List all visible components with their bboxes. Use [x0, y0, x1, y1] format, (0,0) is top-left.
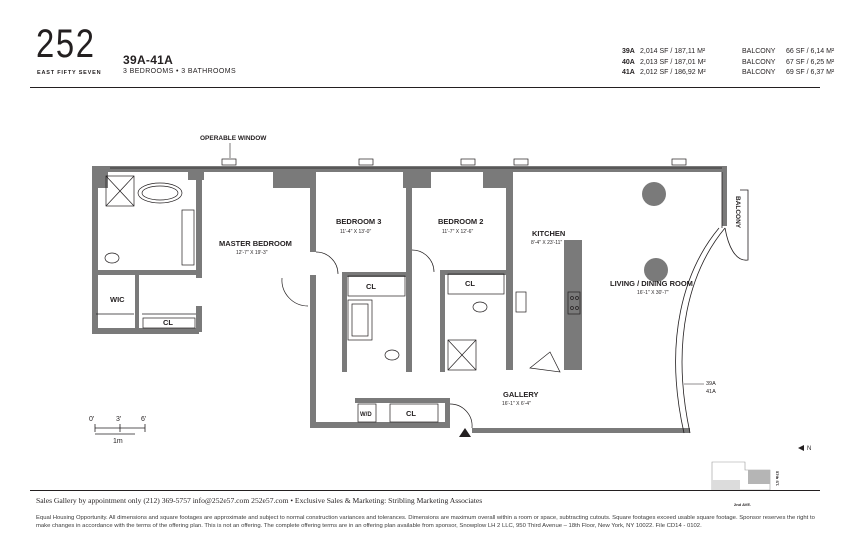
- area-interior: 2,012 SF / 186,92 M²: [640, 69, 706, 76]
- unit-39a-marker: 39A: [706, 381, 716, 387]
- legal-disclaimer: Equal Housing Opportunity. All dimensions and square footages are approximate and subject to normal construction variances and tolerances. Dimensions are maximum overall within a room or space, subtracting cutouts. Square footages exceed usable square footage. Sponsor reserves the right to make changes in accordance with the terms of the offering plan. This is not an offering. The complete offering terms are in an offering plan available from sponsor, Snowplow LH 2 LLC, 950 Third Avenue – 18th Floor, New York, NY 10022. File CD14 - 0102.: [36, 515, 815, 530]
- scale-bar: [89, 416, 146, 445]
- area-unit: 41A: [622, 69, 635, 76]
- entrance-icon: [459, 428, 471, 437]
- master-bedroom-label: MASTER BEDROOM: [219, 239, 292, 248]
- bedroom-3-dims: 11'-4" X 13'-0": [340, 229, 372, 235]
- operable-window-label: OPERABLE WINDOW: [200, 135, 267, 142]
- street-label: 57th ST.: [775, 471, 780, 487]
- gallery-label: GALLERY: [503, 390, 539, 399]
- unit-title: 39A-41A: [123, 53, 174, 67]
- area-balcony: 67 SF / 6,25 M²: [786, 58, 835, 66]
- footer-divider: [30, 490, 820, 491]
- area-balcony-label: BALCONY: [742, 69, 776, 76]
- scale-metric: 1m: [113, 438, 123, 445]
- master-closet-label: CL: [163, 318, 173, 327]
- washer-dryer-label: W/D: [360, 412, 372, 418]
- columns: [642, 182, 668, 282]
- scale-tick-0: 0': [89, 416, 95, 423]
- bedroom-3-label: BEDROOM 3: [336, 217, 382, 226]
- area-interior: 2,014 SF / 187,11 M²: [640, 48, 706, 55]
- unit-subtitle: 3 BEDROOMS • 3 BATHROOMS: [123, 68, 237, 75]
- contact-line: Sales Gallery by appointment only (212) 369-5757 info@252e57.com 252e57.com • Exclusive Sales & Marketing: Stribling Marketing Associates: [36, 496, 483, 505]
- area-unit: 40A: [622, 58, 635, 66]
- area-balcony-label: BALCONY: [742, 48, 776, 55]
- brand-logo-subtitle: EAST FIFTY SEVEN: [37, 70, 102, 76]
- avenue-label: 2nd AVE.: [734, 502, 752, 507]
- scale-tick-6: 6': [141, 416, 147, 423]
- gallery-dims: 16'-1" X 6'-4": [502, 401, 531, 407]
- bedroom-2-label: BEDROOM 2: [438, 217, 484, 226]
- master-bedroom-dims: 12'-7" X 19'-3": [236, 250, 268, 256]
- living-dining-dims: 16'-1" X 30'-7": [637, 290, 669, 296]
- bedroom-2-dims: 11'-7" X 12'-6": [442, 229, 474, 235]
- area-balcony: 69 SF / 6,37 M²: [786, 69, 835, 76]
- scale-tick-3: 3': [116, 416, 122, 423]
- area-interior: 2,013 SF / 187,01 M²: [640, 58, 706, 66]
- area-unit: 39A: [622, 48, 635, 55]
- balcony-label: BALCONY: [734, 196, 741, 229]
- wic-label: WIC: [110, 295, 125, 304]
- living-dining-label: LIVING / DINING ROOM: [610, 279, 693, 288]
- area-balcony: 66 SF / 6,14 M²: [786, 48, 835, 55]
- kitchen-dims: 8'-4" X 23'-11": [531, 240, 563, 246]
- bedroom-2-closet-label: CL: [465, 279, 475, 288]
- kitchen-label: KITCHEN: [532, 229, 566, 238]
- gallery-closet-label: CL: [406, 409, 416, 418]
- bedroom-3-closet-label: CL: [366, 282, 376, 291]
- key-plan: [712, 445, 811, 507]
- brand-logo-number: 252: [36, 22, 96, 66]
- unit-41a-marker: 41A: [706, 389, 716, 395]
- north-arrow-icon: [798, 445, 804, 451]
- area-balcony-label: BALCONY: [742, 58, 776, 66]
- north-label: N: [807, 446, 812, 452]
